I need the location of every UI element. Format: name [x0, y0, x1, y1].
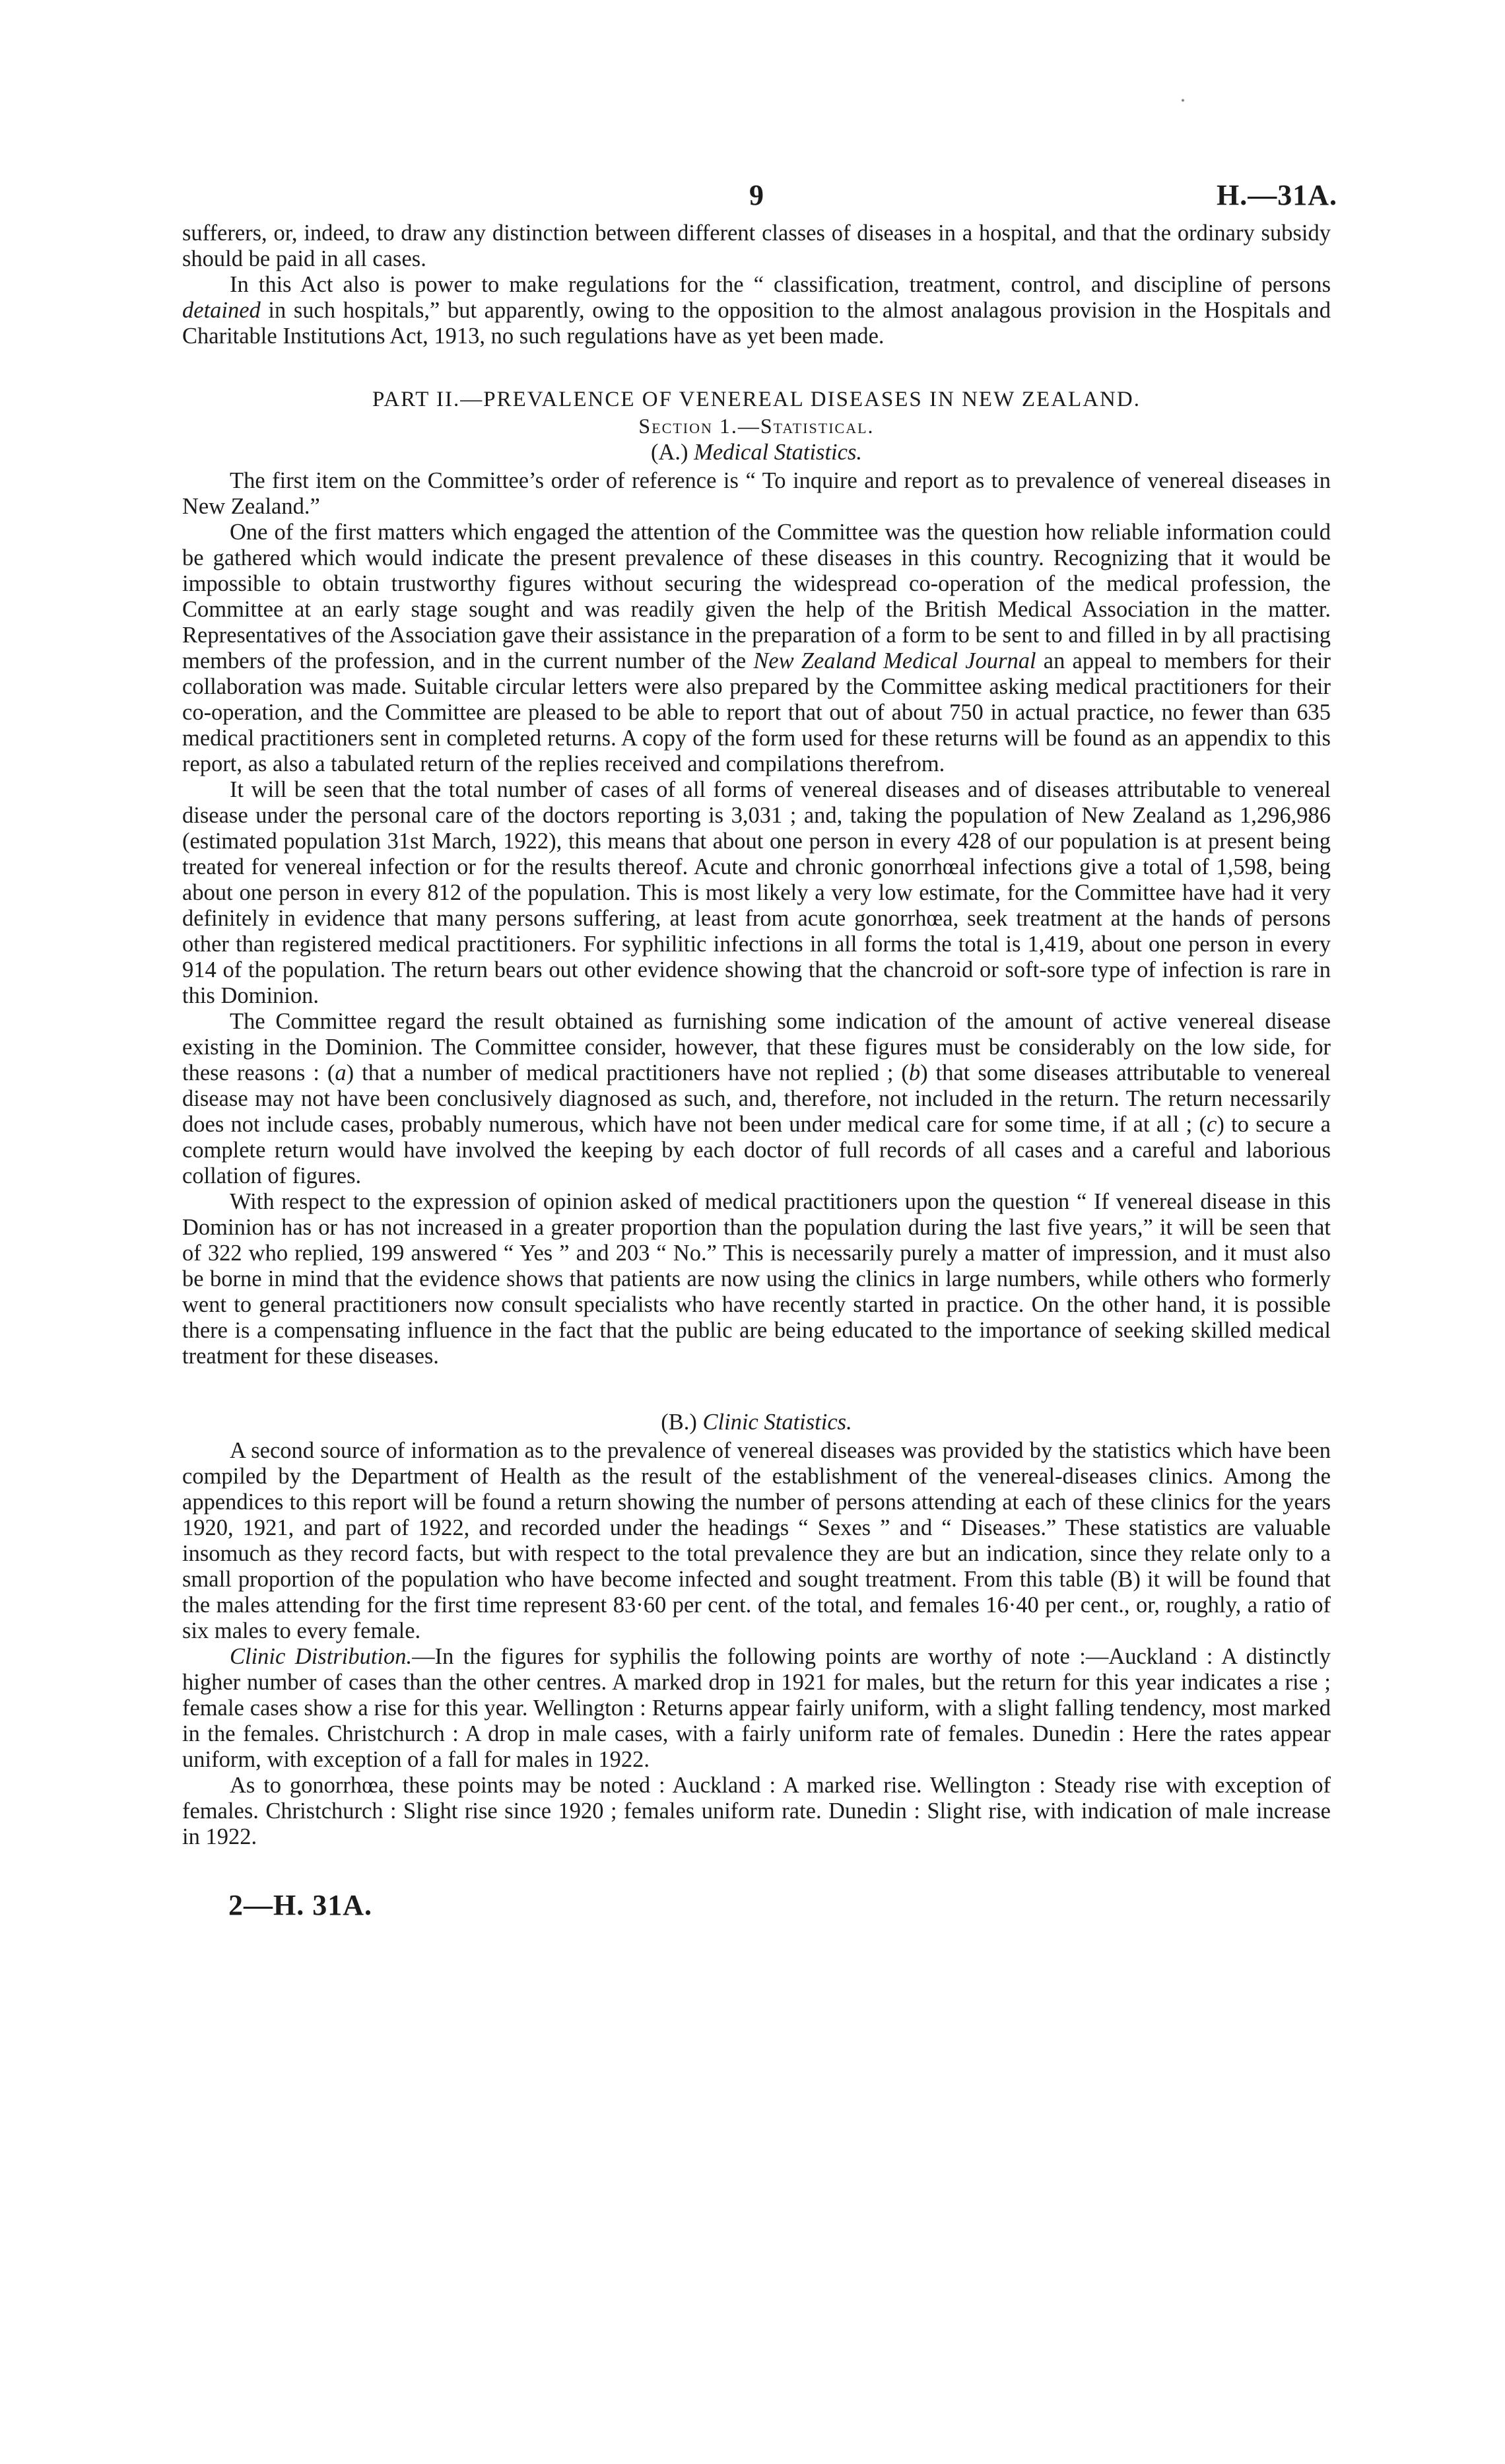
page-number: 9 [749, 179, 764, 211]
medical-paragraph-5: With respect to the expression of opinion asked of medical practitioners upon the question “ If venereal disease in this Dominion has or has not increased in a greater proportion than the population during the last five years,” it will be seen that of 322 who replied, 199 answered “ Yes ” and 203 “ No.” This is necessarily purely a matter of impression, and it must also be borne in mind that the evidence shows that patients are now using the clinics in large numbers, while others who formerly went to general practitioners now consult specialists who have recently started in practice. On the other hand, it is possible there is a compensating influence in the fact that the public are being educated to the importance of seeking skilled medical treatment for these diseases. [182, 1189, 1331, 1369]
text-run: In this Act also is power to make regulations for the “ classification, treatment, control, and discipline of persons [230, 272, 1331, 297]
clinic-paragraph-2 [182, 1644, 1331, 1773]
subheading-title: Medical Statistics. [694, 440, 863, 465]
text-run: in such hospitals,” but apparently, owing to the opposition to the almost analagous provision in the Hospitals and Charitable Institutions Act, 1913, no such regulations have as yet been made. [182, 298, 1331, 349]
medical-paragraph-2 [182, 520, 1331, 777]
scan-speck [1182, 99, 1184, 102]
section-heading: Section 1.—Statistical. [638, 414, 875, 438]
text-run: One of the first matters which engaged the attention of the Committee was the question how reliable information could be gathered which would indicate the present prevalence of these diseases in this country. Recognizing that it would be impossible to obtain trustworthy figures without securing the widespread co-operation of the medical profession, the Committee at an early stage sought and was readily given the help of the British Medical Association in the matter. Representatives of the Association gave their assistance in the preparation of a form to be sent to and filled in by all practising members of the profession, and in the current number of the [182, 520, 1331, 673]
text-run: —In the figures for syphilis the following points are worthy of note :—Auckland : A distinctly higher number of cases than the other centres. A marked drop in 1921 for males, but the return for this year indicates a rise ; female cases show a rise for this year. Wellington : Returns appear fairly uniform, with a slight falling tendency, most marked in the females. Christchurch : A drop in male cases, with a fairly uniform rate of females. Dunedin : Here the rates appear uniform, with exception of a fall for males in 1922. [182, 1644, 1331, 1772]
document-page [182, 178, 1337, 1922]
text-run: ) to secure a complete return would have involved the keeping by each doctor of full records of all cases and a careful and laborious collation of figures. [182, 1112, 1331, 1188]
subheading-medical-statistics [182, 439, 1331, 465]
run-in-heading: Clinic Distribution. [230, 1644, 413, 1669]
signature-code: 2—H. 31A. [228, 1889, 372, 1921]
text-run: The Committee regard the result obtained as furnishing some indication of the amount of active venereal disease existing in the Dominion. The Committee consider, however, that these figures must be considerably on the low side, for these reasons : ( [182, 1009, 1331, 1085]
page-header [182, 178, 1337, 221]
emphasis-text: c [1207, 1112, 1217, 1137]
journal-title: New Zealand Medical Journal [753, 648, 1036, 673]
intro-paragraph-2 [182, 272, 1331, 349]
medical-paragraph-1: The first item on the Committee’s order of reference is “ To inquire and report as to prevalence of venereal diseases in New Zealand.” [182, 468, 1331, 519]
text-run: an appeal to members for their collaboration was made. Suitable circular letters were also prepared by the Committee asking medical practitioners for their co-operation, and the Committee are pleased to be able to report that out of about 750 in actual practice, no fewer than 635 medical practitioners sent in completed returns. A copy of the form used for these returns will be found as an appendix to this report, as also a tabulated return of the replies received and compilations therefrom. [182, 648, 1331, 776]
clinic-paragraph-1: A second source of information as to the prevalence of venereal diseases was provided by the statistics which have been compiled by the Department of Health as the result of the establishment of the venereal-diseases clinics. Among the appendices to this report will be found a return showing the number of persons attending at each of these clinics for the years 1920, 1921, and part of 1922, and recorded under the headings “ Sexes ” and “ Diseases.” These statistics are valuable insomuch as they record facts, but with respect to the total prevalence they are but an indication, since they relate only to a small proportion of the population who have become infected and sought treatment. From this table (B) it will be found that the males attending for the first time represent 83·60 per cent. of the total, and females 16·40 per cent., or, roughly, a ratio of six males to every female. [182, 1438, 1331, 1643]
emphasis-text: b [908, 1060, 921, 1085]
subheading-prefix: (B.) [661, 1410, 703, 1435]
part-heading: PART II.—PREVALENCE OF VENEREAL DISEASES IN NEW ZEALAND. [372, 388, 1141, 411]
document-code: H.—31A. [1217, 179, 1337, 211]
subheading-clinic-statistics [182, 1409, 1331, 1435]
text-run: ) that some diseases attributable to venereal disease may not have been conclusively diagnosed as such, and, therefore, not included in the return. The return necessarily does not include cases, probably numerous, which have not been under medical care for some time, if at all ; ( [182, 1060, 1331, 1137]
medical-paragraph-3: It will be seen that the total number of cases of all forms of venereal diseases and of diseases attributable to venereal disease under the personal care of the doctors reporting is 3,031 ; and, taking the population of New Zealand as 1,296,986 (estimated population 31st March, 1922), this means that about one person in every 428 of our population is at present being treated for venereal infection or for the results thereof. Acute and chronic gonorrhœal infections give a total of 1,598, being about one person in every 812 of the population. This is most likely a very low estimate, for the Committee have had it very definitely in evidence that many persons suffering, at least from acute gonorrhœa, seek treatment at the hands of persons other than registered medical practitioners. For syphilitic infections in all forms the total is 1,419, about one person in every 914 of the population. The return bears out other evidence showing that the chancroid or soft-sore type of infection is rare in this Dominion. [182, 777, 1331, 1008]
medical-paragraph-4 [182, 1009, 1331, 1189]
emphasis-text: a [335, 1060, 347, 1085]
intro-paragraph-1: sufferers, or, indeed, to draw any distinction between different classes of diseases in a hospital, and that the ordinary subsidy should be paid in all cases. [182, 221, 1331, 271]
clinic-paragraph-3: As to gonorrhœa, these points may be noted : Auckland : A marked rise. Wellington : Steady rise with exception of females. Christchurch : Slight rise since 1920 ; females uniform rate. Dunedin : Slight rise, with indication of male increase in 1922. [182, 1773, 1331, 1849]
emphasis-text: detained [182, 298, 261, 323]
subheading-title: Clinic Statistics. [702, 1410, 852, 1435]
subheading-prefix: (A.) [650, 440, 694, 465]
text-run: ) that a number of medical practitioners have not replied ; ( [346, 1060, 909, 1085]
